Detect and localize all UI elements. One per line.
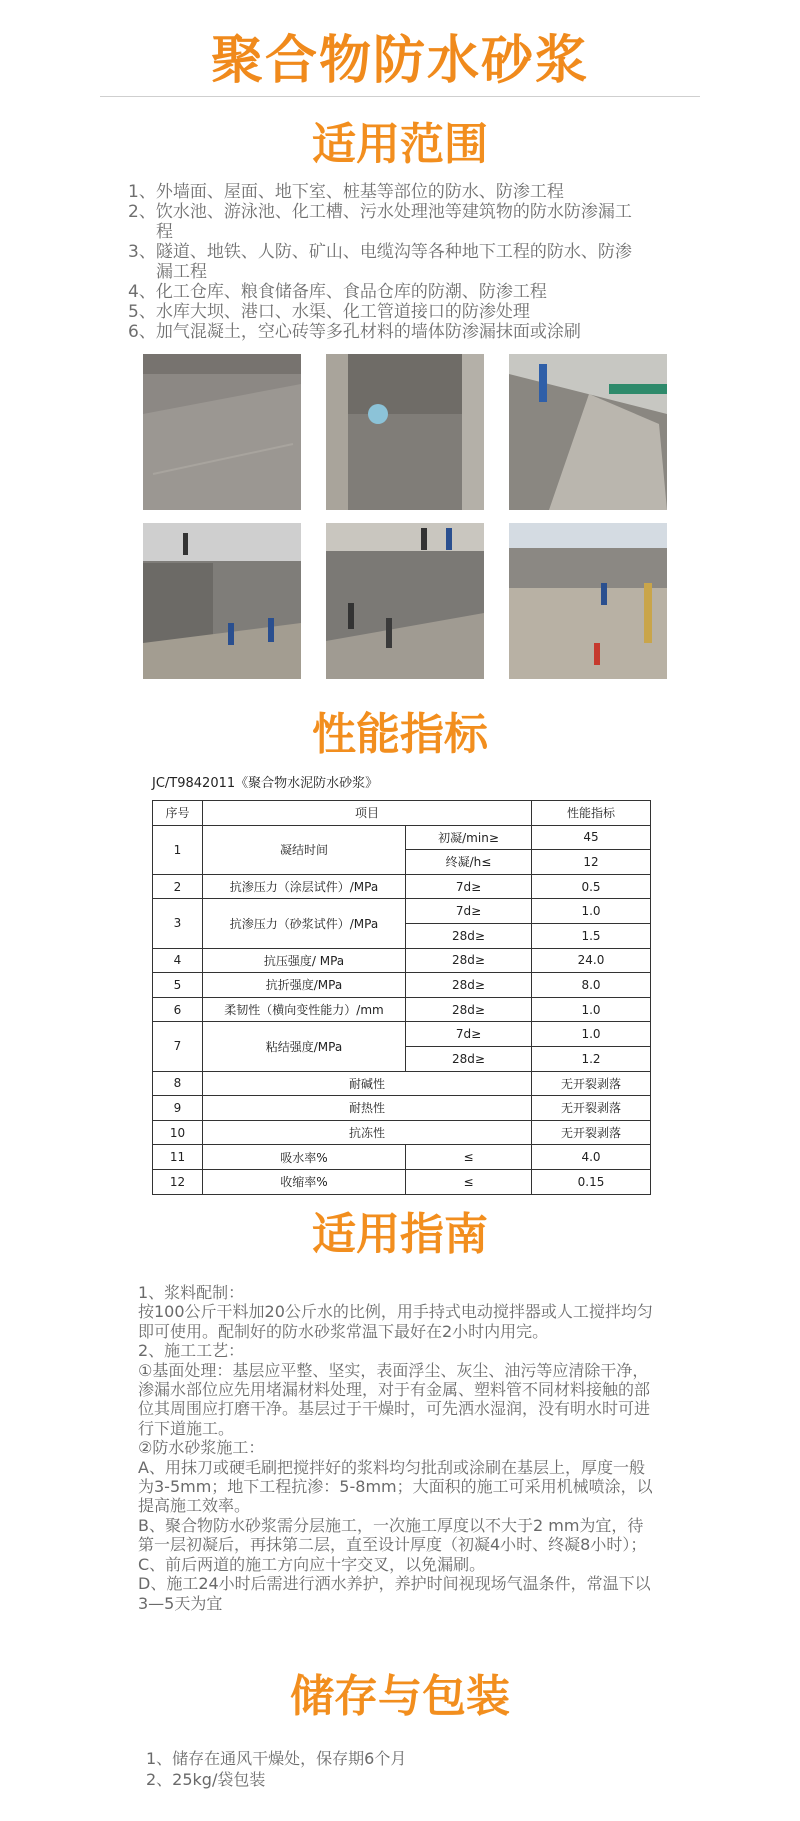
table-cell: 24.0 [532,948,651,973]
list-item: 4、化工仓库、粮食储备库、食品仓库的防潮、防渗工程 [128,282,547,302]
list-item: 5、水库大坝、港口、水渠、化工管道接口的防渗处理 [128,302,530,322]
table-cell: 柔韧性（横向变性能力）/mm [203,997,406,1022]
table-cell: 抗折强度/MPa [203,973,406,998]
table-cell: 收缩率% [203,1169,406,1194]
table-cell: 抗压强度/ MPa [203,948,406,973]
table-cell: 12 [153,1169,203,1194]
table-cell: 1.2 [532,1046,651,1071]
storage-list [146,1748,406,1790]
site-photo [509,354,667,510]
table-cell: 1.0 [532,997,651,1022]
table-row [153,899,651,924]
list-item: 1、储存在通风干燥处，保存期6个月 [146,1749,407,1768]
table-row [153,1096,651,1121]
table-row [153,1022,651,1047]
table-cell: 抗冻性 [203,1120,532,1145]
table-cell: 28d≥ [406,948,532,973]
table-cell: 0.5 [532,874,651,899]
table-cell: 无开裂剥落 [532,1096,651,1121]
table-cell: 抗渗压力（砂浆试件）/MPa [203,899,406,948]
guide-text [138,1283,658,1613]
table-cell: 4 [153,948,203,973]
section-title-performance: 性能指标 [312,709,488,760]
table-row [153,874,651,899]
table-row [153,825,651,850]
table-cell: 终凝/h≤ [406,850,532,875]
guide-paragraph: 1、浆料配制： [138,1283,245,1302]
list-item: 2、饮水池、游泳池、化工槽、污水处理池等建筑物的防水防渗漏工程 [128,202,632,242]
guide-paragraph: 按100公斤干料加20公斤水的比例，用手持式电动搅拌器或人工搅拌均匀即可使用。配制好的防水砂浆常温下最好在2小时内用完。 [138,1302,653,1341]
table-cell: 初凝/min≥ [406,825,532,850]
table-cell: 耐热性 [203,1096,532,1121]
list-item: 3、隧道、地铁、人防、矿山、电缆沟等各种地下工程的防水、防渗漏工程 [128,242,632,282]
guide-paragraph: ②防水砂浆施工： [138,1438,265,1458]
table-cell: 无开裂剥落 [532,1071,651,1096]
table-cell: 无开裂剥落 [532,1120,651,1145]
table-cell: 8.0 [532,973,651,998]
table-header-row [153,801,651,826]
table-cell: 12 [532,850,651,875]
table-cell: 凝结时间 [203,825,406,874]
table-row [153,1169,651,1194]
guide-paragraph: 2、施工工艺： [138,1341,245,1361]
table-cell: 1.0 [532,1022,651,1047]
table-cell: 7 [153,1022,203,1071]
guide-paragraph: B、聚合物防水砂浆需分层施工，一次施工厚度以不大于2 mm为宜，待第一层初凝后，再抹第二层，直至设计厚度（初凝4小时、终凝8小时）； [138,1515,647,1555]
guide-paragraph: A、用抹刀或硬毛刷把搅拌好的浆料均匀批刮或涂刷在基层上，厚度一般为3-5mm；地下工程抗渗：5-8mm；大面积的施工可采用机械喷涂，以提高施工效率。 [138,1457,653,1516]
table-cell: 11 [153,1145,203,1170]
site-photo [143,354,301,510]
table-cell: 耐碱性 [203,1071,532,1096]
table-row [153,1071,651,1096]
table-cell: 28d≥ [406,997,532,1022]
guide-paragraph: ①基面处理：基层应平整、坚实，表面浮尘、灰尘、油污等应清除干净，渗漏水部位应先用堵漏材料处理，对于有金属、塑料管不同材料接触的部位其周围应打磨干净。基层过于干燥时，可先洒水湿润，没有明水时可进行下道施工。 [138,1360,651,1438]
table-cell: 6 [153,997,203,1022]
table-cell: 1.5 [532,923,651,948]
header-cell: 项目 [203,801,532,826]
table-cell: 2 [153,874,203,899]
section-title-storage: 储存与包装 [290,1671,510,1722]
table-cell: 4.0 [532,1145,651,1170]
page-title: 聚合物防水砂浆 [210,31,589,91]
scope-list [128,182,648,342]
list-item: 6、加气混凝土，空心砖等多孔材料的墙体防渗漏抹面或涂刷 [128,322,581,342]
table-cell: ≤ [406,1169,532,1194]
table-cell: 28d≥ [406,973,532,998]
table-cell: 10 [153,1120,203,1145]
table-cell: 吸水率% [203,1145,406,1170]
table-row [153,997,651,1022]
site-photo [143,523,301,679]
table-cell: 8 [153,1071,203,1096]
title-divider [100,96,700,97]
table-row [153,948,651,973]
guide-paragraph: D、施工24小时后需进行洒水养护，养护时间视现场气温条件，常温下以3—5天为宜 [138,1574,651,1613]
table-cell: 5 [153,973,203,998]
table-row [153,1145,651,1170]
header-cell: 性能指标 [532,801,651,826]
list-item: 1、外墙面、屋面、地下室、桩基等部位的防水、防渗工程 [128,182,564,202]
table-row [153,973,651,998]
site-photo [326,354,484,510]
table-cell: 45 [532,825,651,850]
table-cell: 7d≥ [406,1022,532,1047]
table-cell: 抗渗压力（涂层试件）/MPa [203,874,406,899]
table-cell: 1.0 [532,899,651,924]
table-cell: 7d≥ [406,874,532,899]
table-row [153,1120,651,1145]
site-photo [326,523,484,679]
table-cell: 3 [153,899,203,948]
table-cell: 粘结强度/MPa [203,1022,406,1071]
spec-table [152,800,651,1195]
table-cell: 28d≥ [406,1046,532,1071]
site-photo [509,523,667,679]
list-item: 2、25kg/袋包装 [146,1770,266,1789]
table-cell: 7d≥ [406,899,532,924]
table-cell: 0.15 [532,1169,651,1194]
section-title-guide: 适用指南 [312,1209,488,1260]
table-cell: 9 [153,1096,203,1121]
header-cell: 序号 [153,801,203,826]
standard-reference: JC/T9842011《聚合物水泥防水砂浆》 [152,776,379,791]
section-title-scope: 适用范围 [312,119,488,170]
guide-paragraph: C、前后两道的施工方向应十字交叉，以免漏刷。 [138,1554,486,1574]
table-cell: 28d≥ [406,923,532,948]
table-cell: 1 [153,825,203,874]
table-cell: ≤ [406,1145,532,1170]
